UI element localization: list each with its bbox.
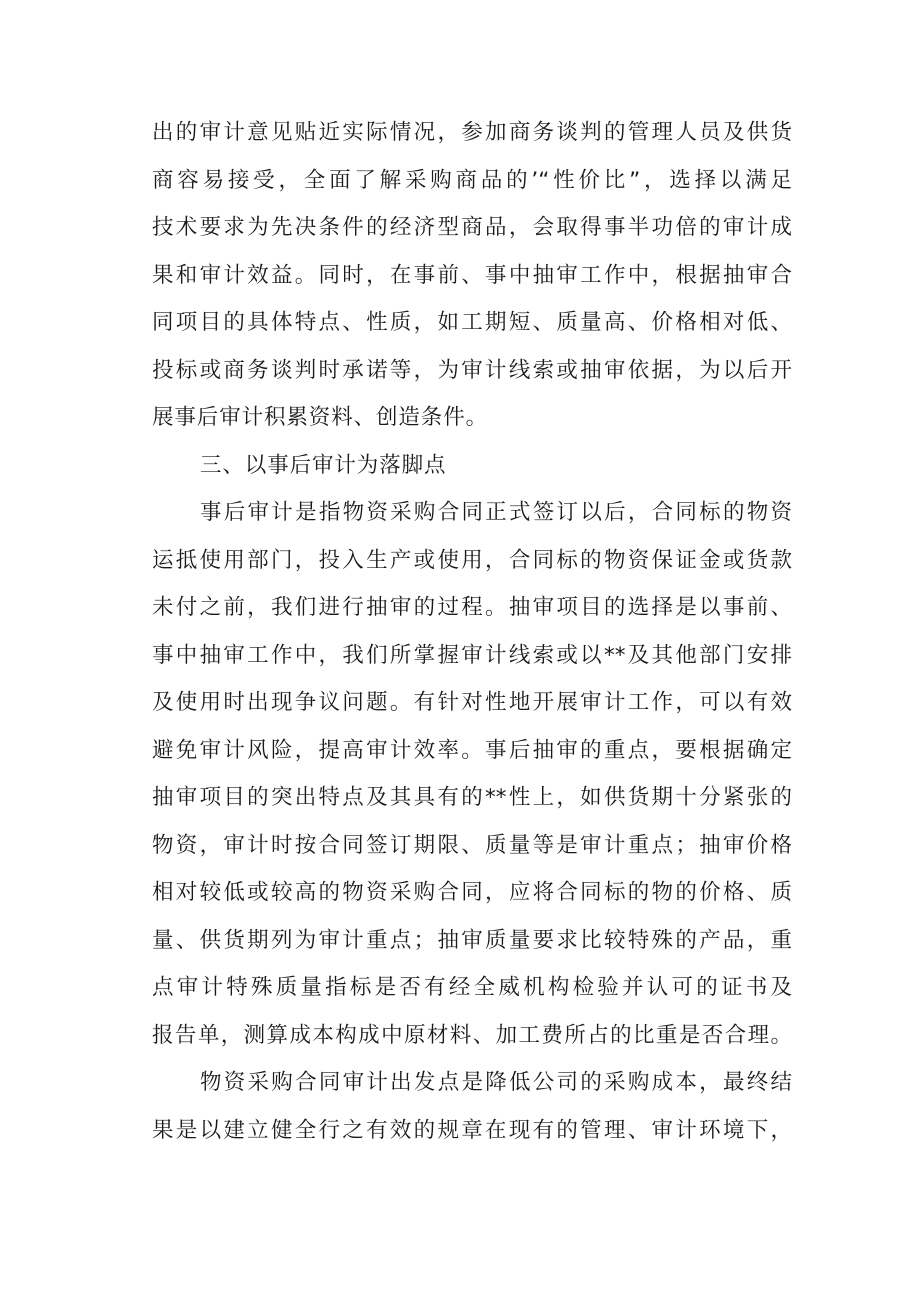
- paragraph-2-line-7: 抽审项目的突出特点及其具有的**性上，如供货期十分紧张的: [152, 785, 792, 810]
- paragraph-2-line-6: 避免审计风险，提高审计效率。事后抽审的重点，要根据确定: [152, 738, 792, 763]
- paragraph-3-line-2: 果是以建立健全行之有效的规章在现有的管理、审计环境下，: [152, 1118, 792, 1143]
- paragraph-1-line-7: 展事后审计积累资料、创造条件。: [152, 405, 489, 430]
- section-heading-3: 三、以事后审计为落脚点: [200, 453, 447, 478]
- paragraph-2-line-11: 点审计特殊质量指标是否有经全威机构检验并认可的证书及: [152, 975, 792, 1000]
- paragraph-1-line-5: 同项目的具体特点、性质，如工期短、质量高、价格相对低、: [152, 310, 792, 335]
- paragraph-1-line-2: 商容易接受，全面了解采购商品的’“性价比”，选择以满足: [152, 168, 792, 193]
- paragraph-2-line-12: 报告单，测算成本构成中原材料、加工费所占的比重是否合理。: [152, 1023, 792, 1048]
- paragraph-2-line-10: 量、供货期列为审计重点；抽审质量要求比较特殊的产品，重: [152, 928, 792, 953]
- paragraph-1-line-4: 果和审计效益。同时，在事前、事中抽审工作中，根据抽审合: [152, 263, 792, 288]
- paragraph-2-line-1: 事后审计是指物资采购合同正式签订以后，合同标的物资: [200, 500, 792, 525]
- paragraph-1-line-1: 出的审计意见贴近实际情况，参加商务谈判的管理人员及供货: [152, 120, 792, 145]
- paragraph-3-line-1: 物资采购合同审计出发点是降低公司的采购成本，最终结: [200, 1070, 792, 1095]
- paragraph-2-line-9: 相对较低或较高的物资采购合同，应将合同标的物的价格、质: [152, 880, 792, 905]
- paragraph-2-line-8: 物资，审计时按合同签订期限、质量等是审计重点；抽审价格: [152, 833, 792, 858]
- paragraph-2-line-4: 事中抽审工作中，我们所掌握审计线索或以**及其他部门安排: [152, 643, 792, 668]
- paragraph-2-line-2: 运抵使用部门，投入生产或使用，合同标的物资保证金或货款: [152, 548, 792, 573]
- paragraph-1-line-3: 技术要求为先决条件的经济型商品，会取得事半功倍的审计成: [152, 215, 792, 240]
- paragraph-1-line-6: 投标或商务谈判时承诺等，为审计线索或抽审依据，为以后开: [152, 358, 792, 383]
- paragraph-2-line-5: 及使用时出现争议问题。有针对性地开展审计工作，可以有效: [152, 690, 792, 715]
- paragraph-2-line-3: 未付之前，我们进行抽审的过程。抽审项目的选择是以事前、: [152, 595, 792, 620]
